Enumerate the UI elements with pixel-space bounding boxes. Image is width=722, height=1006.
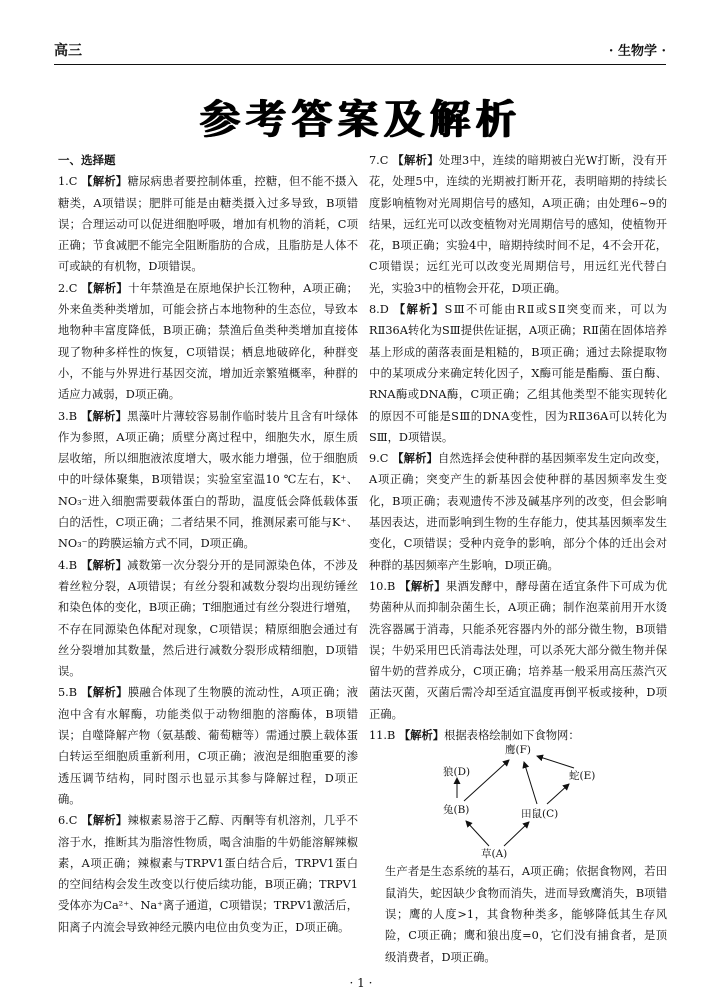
- page-title: 参考答案及解析: [200, 97, 522, 143]
- question-9: 9.C 【解析】自然选择会使种群的基因频率发生定向改变，A项正确；突变产生的新基因会使种群的基因频率发生变化，B项正确；表观遗传不涉及碱基序列的改变，但会影响基因表达，进而影响到生物的生存能力，使其基因频率发生变化，C项错误；受种内竞争的影响，部分个体的迁出会对种群的基因频率产生影响，D项正确。: [369, 452, 667, 572]
- question-3: 3.B 【解析】黑藻叶片薄较容易制作临时装片且含有叶绿体作为参照，A项正确；质壁分离过程中，细胞失水，原生质层收缩，所以细胞液浓度增大，吸水能力增强，位于细胞质中的叶绿体聚集，B项错误；实验室室温10 ℃左右，K⁺、NO₃⁻进入细胞需要载体蛋白的帮助，温度低会降低载体蛋白的活性，C项正确；二者结果不同，推测尿素可能与K⁺、NO₃⁻的跨膜运输方式不同，D项正确。: [58, 409, 358, 551]
- question-7: 7.C 【解析】处理3中，连续的暗期被白光W打断，没有开花，处理5中，连续的光期被打断开花，表明暗期的持续长度影响植物对光周期信号的感知，A项正确；由处理6~9的结果，远红光可以改变植物对光周期信号的感知，使植物开花，B项正确；实验4中，暗期持续时间不足，4不会开花，C项错误；远红光可以改变光周期信号，用远红光代替白光，实验3中的植物会开花，D项正确。: [369, 154, 667, 295]
- question-6: 6.C 【解析】辣椒素易溶于乙醇、丙酮等有机溶剂，几乎不溶于水，推断其为脂溶性物质，喝含油脂的牛奶能溶解辣椒素，A项正确；辣椒素与TRPV1蛋白结合后，TRPV1蛋白的空间结构会发生改变以行使后续功能，B项正确；TRPV1受体亦为Ca²⁺、Na⁺离子通道，C项错误；TRPV1激活后，阳离子内流会导致神经元膜内电位由负变为正，D项正确。: [58, 814, 358, 934]
- question-4: 4.B 【解析】减数第一次分裂分开的是同源染色体，不涉及着丝粒分裂，A项错误；有丝分裂和减数分裂均出现纺锤丝和染色体的变化，B项正确；T细胞通过有丝分裂进行增殖，不存在同源染色体配对现象，C项错误；精原细胞会通过有丝分裂增加其数量，然后进行减数分裂形成精细胞，D项错误。: [58, 558, 358, 679]
- question-5: 5.B 【解析】膜融合体现了生物膜的流动性，A项正确；液泡中含有水解酶，功能类似于动物细胞的溶酶体，B项错误；自噬降解产物（氨基酸、葡萄糖等）需通过膜上载体蛋白转运至细胞质重新利用，C项正确；液泡是细胞重要的渗透压调节结构，同时图示也显示其参与降解过程，D项正确。: [58, 686, 358, 806]
- arrow-rabbit-eagle: [464, 760, 509, 801]
- node-grass: 草(A): [481, 848, 508, 861]
- left-column: [58, 150, 358, 938]
- food-web-arrows: [369, 746, 667, 861]
- food-web-diagram: [369, 746, 667, 861]
- arrow-vole-snake: [547, 784, 569, 804]
- header-subject: · 生物学 ·: [608, 44, 666, 59]
- arrow-grass-vole: [504, 822, 529, 846]
- question-11: 11.B 【解析】根据表格绘制如下食物网：: [369, 729, 580, 743]
- section-heading: 一、选择题: [58, 153, 116, 167]
- question-11-explanation: 生产者是生态系统的基石，A项正确；依据食物网，若田鼠消失，蛇因缺少食物而消失，进而导致鹰消失，B项错误；鹰的人度>1，其食物种类多，能够降低其生存风险，C项正确；鹰和狼出度=0，它们没有捕食者，是顶级消费者，D项正确。: [385, 865, 667, 964]
- question-10: 10.B 【解析】果酒发酵中，酵母菌在适宜条件下可成为优势菌种从而抑制杂菌生长，A项正确；制作泡菜前用开水烫洗容器属于消毒，只能杀死容器内外的部分微生物，B项错误；牛奶采用巴氏消毒法处理，可以杀死大部分微生物并保留牛奶的营养成分，C项正确；培养基一般采用高压蒸汽灭菌法灭菌，灭菌后需冷却至适宜温度再倒平板或接种，D项正确。: [369, 579, 667, 721]
- node-vole: 田鼠(C): [521, 808, 559, 821]
- header-grade: 高三: [54, 43, 82, 59]
- node-rabbit: 兔(B): [443, 804, 470, 817]
- node-wolf: 狼(D): [443, 766, 471, 779]
- question-8: 8.D 【解析】SⅢ不可能由RⅡ或SⅡ突变而来，可以为RⅡ36A转化为SⅢ提供佐证据，A项正确；RⅡ菌在固体培养基上形成的菌落表面是粗糙的，B项正确；通过去除提取物中的某项成分来确定转化因子，X酶可能是酯酶、蛋白酶、RNA酶或DNA酶，C项正确；乙组其他类型不能实现转化的原因不可能是SⅢ的DNA变性，因为RⅡ36A可以转化为SⅢ，D项错误。: [369, 303, 667, 444]
- question-2: 2.C 【解析】十年禁渔是在原地保护长江物种，A项正确；外来鱼类种类增加，可能会挤占本地物种的生态位，导致本地物种丰富度降低，B项正确；禁渔后鱼类种类增加直接体现了物种多样性的恢复，C项错误；栖息地破碎化，种群变小，不能与外界进行基因交流，增加近亲繁殖概率，种群的适应力减弱，D项正确。: [58, 281, 358, 402]
- question-1: 1.C 【解析】糖尿病患者要控制体重，控糖，但不能不摄入糖类，A项错误；肥胖可能是由糖类摄入过多导致，B项错误；合理运动可以促进细胞呼吸，增加有机物的消耗，C项正确；节食减肥不能完全阻断脂肪的合成，且脂肪是人体不可或缺的有机物，D项错误。: [58, 175, 358, 274]
- header-divider: [54, 64, 666, 65]
- node-snake: 蛇(E): [569, 770, 596, 783]
- arrow-grass-rabbit: [466, 821, 489, 846]
- right-column: [369, 150, 667, 968]
- node-eagle: 鹰(F): [505, 744, 531, 757]
- page-number: · 1 ·: [349, 976, 373, 990]
- arrow-vole-eagle: [524, 762, 537, 804]
